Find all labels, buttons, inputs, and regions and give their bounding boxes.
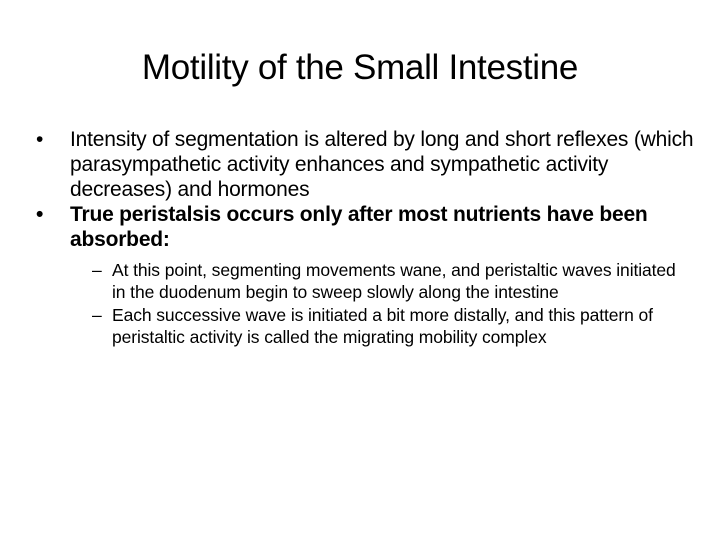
slide-body xyxy=(36,127,696,348)
slide-title: Motility of the Small Intestine xyxy=(141,48,579,87)
bullet-item xyxy=(36,127,696,202)
sub-bullet-item xyxy=(92,259,692,303)
sub-bullet-text: At this point, segmenting movements wane, and peristaltic waves initiated in the duodenum begin to sweep slowly along the intestine xyxy=(112,260,676,302)
sub-bullet-text: Each successive wave is initiated a bit more distally, and this pattern of peristaltic activity is called the migrating mobility complex xyxy=(112,305,653,347)
bullet-item xyxy=(36,202,696,252)
sub-bullet-list xyxy=(92,259,692,348)
dash-marker: – xyxy=(92,260,102,280)
bullet-marker: • xyxy=(36,128,44,151)
bullet-marker: • xyxy=(36,203,44,226)
sub-bullet-item xyxy=(92,304,692,348)
dash-marker: – xyxy=(92,305,102,325)
bullet-text: True peristalsis occurs only after most nutrients have been absorbed: xyxy=(70,203,648,251)
bullet-text: Intensity of segmentation is altered by long and short reflexes (which parasympathetic activity enhances and sympathetic activity decreases) and hormones xyxy=(70,128,694,201)
